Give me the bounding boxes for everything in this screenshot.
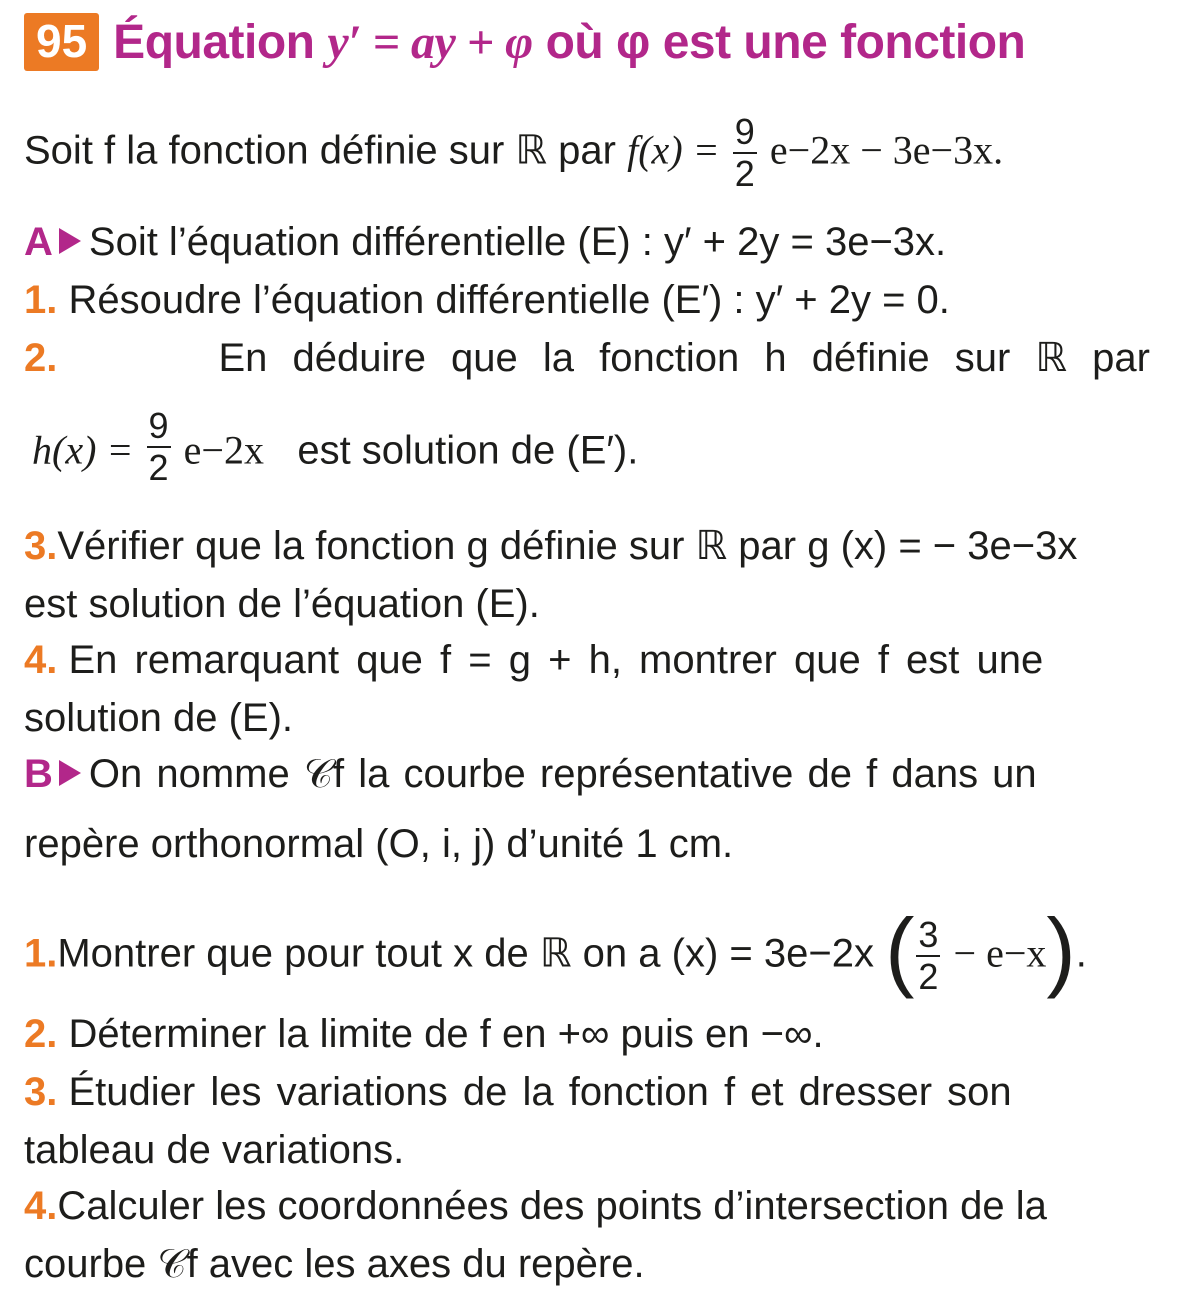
item-text: Résoudre l’équation différentielle (E′) : y′ + 2y = 0. <box>68 278 950 322</box>
triangle-marker-icon <box>59 228 81 254</box>
part-a-item-4 <box>24 636 1150 684</box>
fraction-denominator: 2 <box>734 153 755 194</box>
b1-formula-rest: − e−x <box>953 930 1047 976</box>
intro-line <box>24 112 1150 194</box>
part-a-item-3 <box>24 522 1150 570</box>
part-a-item-2-formula <box>32 405 1150 494</box>
item-number: 1. <box>24 278 58 322</box>
part-a-item-3-cont <box>24 580 1150 628</box>
h-formula-rest: e−2x <box>183 427 264 473</box>
item-text: En déduire que la fonction h définie sur ℝ par <box>218 336 1150 380</box>
part-b-item-4-cont <box>24 1240 1150 1288</box>
part-b-item-3 <box>24 1068 1150 1116</box>
h-fraction <box>147 406 171 488</box>
intro-formula-lhs: f(x) = <box>627 127 720 173</box>
exercise-title <box>113 15 1025 70</box>
title-suffix: où φ est une fonction <box>545 15 1026 69</box>
fraction-denominator: 2 <box>148 447 169 488</box>
fraction-denominator: 2 <box>918 956 939 997</box>
fraction-numerator: 9 <box>734 111 755 152</box>
item-number: 3. <box>24 1070 58 1114</box>
title-prefix: Équation <box>113 15 315 69</box>
part-a-item-2 <box>24 334 1150 382</box>
part-b-label: B <box>24 752 53 796</box>
part-a-text: Soit l’équation différentielle (E) : y′ + 2y = 3e−3x. <box>88 220 947 264</box>
right-parenthesis: ) <box>1046 900 1076 999</box>
part-b-text: On nomme 𝒞f la courbe représentative de f dans un <box>88 752 1037 796</box>
item-text-continuation: courbe 𝒞f avec les axes du repère. <box>24 1242 645 1286</box>
item-text-continuation: est solution de (E′). <box>297 428 639 473</box>
item-text-continuation: solution de (E). <box>24 696 294 740</box>
part-b-statement <box>24 750 1150 798</box>
part-b-item-3-cont <box>24 1126 1150 1174</box>
item-text: Montrer que pour tout x de ℝ on a (x) = 3e−2x <box>57 931 874 976</box>
intro-formula-rest: e−2x − 3e−3x. <box>769 127 1004 173</box>
part-b-item-2 <box>24 1010 1150 1058</box>
part-b-item-4 <box>24 1182 1150 1230</box>
item-number: 4. <box>24 638 58 682</box>
part-a-label: A <box>24 220 53 264</box>
part-a-statement <box>24 218 1150 266</box>
part-b-statement-cont <box>24 820 1150 868</box>
fraction-numerator: 9 <box>148 405 169 446</box>
fraction-numerator: 3 <box>918 914 939 955</box>
part-a-item-4-cont <box>24 694 1150 742</box>
left-parenthesis: ( <box>885 900 915 999</box>
part-a-item-1 <box>24 276 1150 324</box>
title-equation: y′ = ay + φ <box>327 15 533 69</box>
item-text: Vérifier que la fonction g définie sur ℝ par g (x) = − 3e−3x <box>57 524 1078 568</box>
exercise-number-badge: 95 <box>24 13 99 71</box>
item-number: 2. <box>24 336 58 380</box>
triangle-marker-icon <box>59 760 81 786</box>
item-text: Étudier les variations de la fonction f et dresser son <box>68 1070 1012 1114</box>
intro-text: Soit f la fonction définie sur ℝ par <box>24 128 616 173</box>
intro-fraction <box>733 112 757 194</box>
item-text: En remarquant que f = g + h, montrer que f est une <box>68 638 1044 682</box>
item-text: Calculer les coordonnées des points d’intersection de la <box>57 1184 1047 1228</box>
item-number: 1. <box>24 931 58 976</box>
item-text-continuation: tableau de variations. <box>24 1128 405 1172</box>
h-formula-lhs: h(x) = <box>32 427 134 473</box>
item-text-continuation: est solution de l’équation (E). <box>24 582 540 626</box>
b1-fraction <box>916 915 940 997</box>
item-number: 3. <box>24 524 58 568</box>
part-b-text-continuation: repère orthonormal (O, i, j) d’unité 1 cm. <box>24 822 734 866</box>
exercise-header <box>24 10 1025 74</box>
item-number: 2. <box>24 1012 58 1056</box>
item-text: Déterminer la limite de f en +∞ puis en −∞. <box>68 1012 824 1056</box>
part-b-item-1: 1.Montrer que pour tout x de ℝ on a (x) = 3e−2x ( $\frac{3}{2}$ − e−x). <box>24 900 1087 999</box>
item-number: 4. <box>24 1184 58 1228</box>
